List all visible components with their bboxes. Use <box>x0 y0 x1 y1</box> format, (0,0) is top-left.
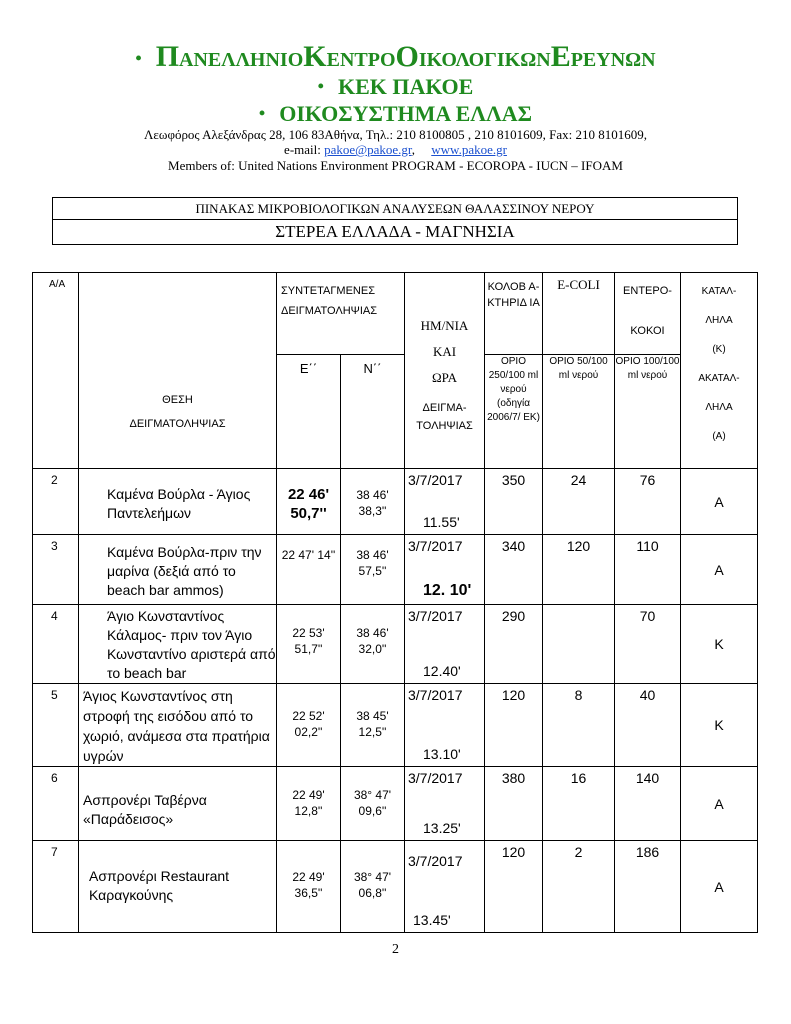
coliform-cell: 340 <box>485 535 543 605</box>
category-cell: Α <box>681 767 758 841</box>
location-cell: Καμένα Βούρλα - Άγιος Παντελεήμων <box>79 469 277 535</box>
north-cell: 38 45' 12,5'' <box>341 684 405 767</box>
header-category: ΚΑΤΑΛ- ΛΗΛΑ (Κ) ΑΚΑΤΑΛ- ΛΗΛΑ (Α) <box>681 273 758 469</box>
members-line: Members of: United Nations Environment PROGRAM - ECOROPA - IUCN – IFOAM <box>168 158 623 173</box>
header-datetime: ΗΜ/ΝΙΑ ΚΑΙ ΩΡΑ ΔΕΙΓΜΑ- ΤΟΛΗΨΙΑΣ <box>405 273 485 469</box>
org-abbreviation: • ΚΕΚ ΠΑΚΟΕ <box>317 74 474 99</box>
limit-enterococci: ΟΡΙΟ 100/100 ml νερού <box>615 355 681 469</box>
coliform-cell: 120 <box>485 841 543 933</box>
enterococci-cell: 40 <box>615 684 681 767</box>
north-cell: 38° 47' 09,6'' <box>341 767 405 841</box>
datetime-cell: 3/7/2017 13.45' <box>405 841 485 933</box>
datetime-cell: 3/7/2017 11.55' <box>405 469 485 535</box>
north-cell: 38 46' 32,0'' <box>341 605 405 684</box>
ecoli-cell: 120 <box>543 535 615 605</box>
website-link[interactable]: www.pakoe.gr <box>431 142 507 157</box>
category-cell: Α <box>681 841 758 933</box>
enterococci-cell: 76 <box>615 469 681 535</box>
coliform-cell: 120 <box>485 684 543 767</box>
ecoli-cell <box>543 605 615 684</box>
datetime-cell: 3/7/2017 12. 10' <box>405 535 485 605</box>
category-cell: Α <box>681 535 758 605</box>
header-east: Ε΄΄ <box>277 355 341 469</box>
north-cell: 38 46' 38,3'' <box>341 469 405 535</box>
location-cell: Ασπρονέρι Restaurant Καραγκούνης <box>79 841 277 933</box>
enterococci-cell: 70 <box>615 605 681 684</box>
header-coliform: ΚΟΛΟΒ Α- ΚΤΗΡΙΔ ΙΑ <box>485 273 543 355</box>
enterococci-cell: 140 <box>615 767 681 841</box>
analysis-table <box>32 272 758 933</box>
location-cell: Άγιο Κωνσταντίνος Κάλαμος- πριν τον Άγιο Κωνσταντίνο αριστερά από το beach bar <box>79 605 277 684</box>
coliform-cell: 290 <box>485 605 543 684</box>
category-cell: Α <box>681 469 758 535</box>
header-location: ΘΕΣΗ ΔΕΙΓΜΑΤΟΛΗΨΙΑΣ <box>79 273 277 469</box>
ecoli-cell: 16 <box>543 767 615 841</box>
org-name: • ΠΑΝΕΛΛΗΝΙΟΚΕΝΤΡΟΟΙΚΟΛΟΓΙΚΩΝΕΡΕΥΝΩΝ <box>135 40 656 73</box>
bullet-icon: • <box>317 76 324 96</box>
east-cell: 22 46' 50,7'' <box>277 469 341 535</box>
ecoli-cell: 2 <box>543 841 615 933</box>
letterhead <box>0 40 791 174</box>
datetime-cell: 3/7/2017 12.40' <box>405 605 485 684</box>
header-aa: Α/Α <box>33 273 79 469</box>
email-link[interactable]: pakoe@pakoe.gr <box>324 142 412 157</box>
ecoli-cell: 24 <box>543 469 615 535</box>
table-row: 3 Καμένα Βούρλα-πριν την μαρίνα (δεξιά από το beach bar ammos) 22 47' 14'' 38 46' 57,5'' 3/7/2017 12. 10' 340 120 110 Α <box>33 535 758 605</box>
header-north: Ν΄΄ <box>341 355 405 469</box>
bullet-icon: • <box>135 48 142 68</box>
east-cell: 22 47' 14'' <box>277 535 341 605</box>
document-title-box <box>52 197 738 245</box>
limit-coliform: ΟΡΙΟ 250/100 ml νερού (οδηγία 2006/7/ ΕΚ) <box>485 355 543 469</box>
table-row: 7 Ασπρονέρι Restaurant Καραγκούνης 22 49' 36,5'' 38° 47' 06,8'' 3/7/2017 13.45' 120 2 186 Α <box>33 841 758 933</box>
header-ecoli: E-COLI <box>543 273 615 355</box>
east-cell: 22 52' 02,2'' <box>277 684 341 767</box>
header-coordinates: ΣΥΝΤΕΤΑΓΜΕΝΕΣ ΔΕΙΓΜΑΤΟΛΗΨΙΑΣ <box>277 273 405 355</box>
east-cell: 22 49' 36,5'' <box>277 841 341 933</box>
document-title: ΠΙΝΑΚΑΣ ΜΙΚΡΟΒΙΟΛΟΓΙΚΩΝ ΑΝΑΛΥΣΕΩΝ ΘΑΛΑΣΣΙΝΟΥ ΝΕΡΟΥ <box>53 198 738 220</box>
region-title: ΣΤΕΡΕΑ ΕΛΛΑΔΑ - ΜΑΓΝΗΣΙΑ <box>53 220 738 245</box>
location-cell: Άγιος Κωνσταντίνος στη στροφή της εισόδου από το χωριό, ανάμεσα στα πρατήρια υγρών <box>79 684 277 767</box>
page-number: 2 <box>392 942 399 957</box>
datetime-cell: 3/7/2017 13.25' <box>405 767 485 841</box>
coliform-cell: 380 <box>485 767 543 841</box>
location-cell: Καμένα Βούρλα-πριν την μαρίνα (δεξιά από το beach bar ammos) <box>79 535 277 605</box>
address-line: Λεωφόρος Αλεξάνδρας 28, 106 83Αθήνα, Τηλ.: 210 8100805 , 210 8101609, Fax: 210 8101609, <box>144 127 647 142</box>
north-cell: 38° 47' 06,8'' <box>341 841 405 933</box>
category-cell: Κ <box>681 684 758 767</box>
contact-line: e-mail: pakoe@pakoe.gr, www.pakoe.gr <box>284 142 507 157</box>
east-cell: 22 49' 12,8'' <box>277 767 341 841</box>
category-cell: Κ <box>681 605 758 684</box>
datetime-cell: 3/7/2017 13.10' <box>405 684 485 767</box>
table-row: 2 Καμένα Βούρλα - Άγιος Παντελεήμων 22 46' 50,7'' 38 46' 38,3'' 3/7/2017 11.55' 350 24 76 Α <box>33 469 758 535</box>
ecoli-cell: 8 <box>543 684 615 767</box>
header-enterococci: ΕΝΤΕΡΟ- ΚΟΚΟΙ <box>615 273 681 355</box>
table-row: 5 Άγιος Κωνσταντίνος στη στροφή της εισόδου από το χωριό, ανάμεσα στα πρατήρια υγρών 22 52' 02,2'' 38 45' 12,5'' 3/7/2017 13.10' 120 8 40 Κ <box>33 684 758 767</box>
enterococci-cell: 110 <box>615 535 681 605</box>
coliform-cell: 350 <box>485 469 543 535</box>
east-cell: 22 53' 51,7'' <box>277 605 341 684</box>
limit-ecoli: ΟΡΙΟ 50/100 ml νερού <box>543 355 615 469</box>
enterococci-cell: 186 <box>615 841 681 933</box>
location-cell: Ασπρονέρι Ταβέρνα «Παράδεισος» <box>79 767 277 841</box>
program-name: • ΟΙΚΟΣΥΣΤΗΜΑ ΕΛΛΑΣ <box>258 101 533 126</box>
north-cell: 38 46' 57,5'' <box>341 535 405 605</box>
table-row: 4 Άγιο Κωνσταντίνος Κάλαμος- πριν τον Άγιο Κωνσταντίνο αριστερά από το beach bar 22 53' 51,7'' 38 46' 32,0'' 3/7/2017 12.40' 290 70 Κ <box>33 605 758 684</box>
bullet-icon: • <box>258 103 266 123</box>
table-row: 6 Ασπρονέρι Ταβέρνα «Παράδεισος» 22 49' 12,8'' 38° 47' 09,6'' 3/7/2017 13.25' 380 16 140 Α <box>33 767 758 841</box>
